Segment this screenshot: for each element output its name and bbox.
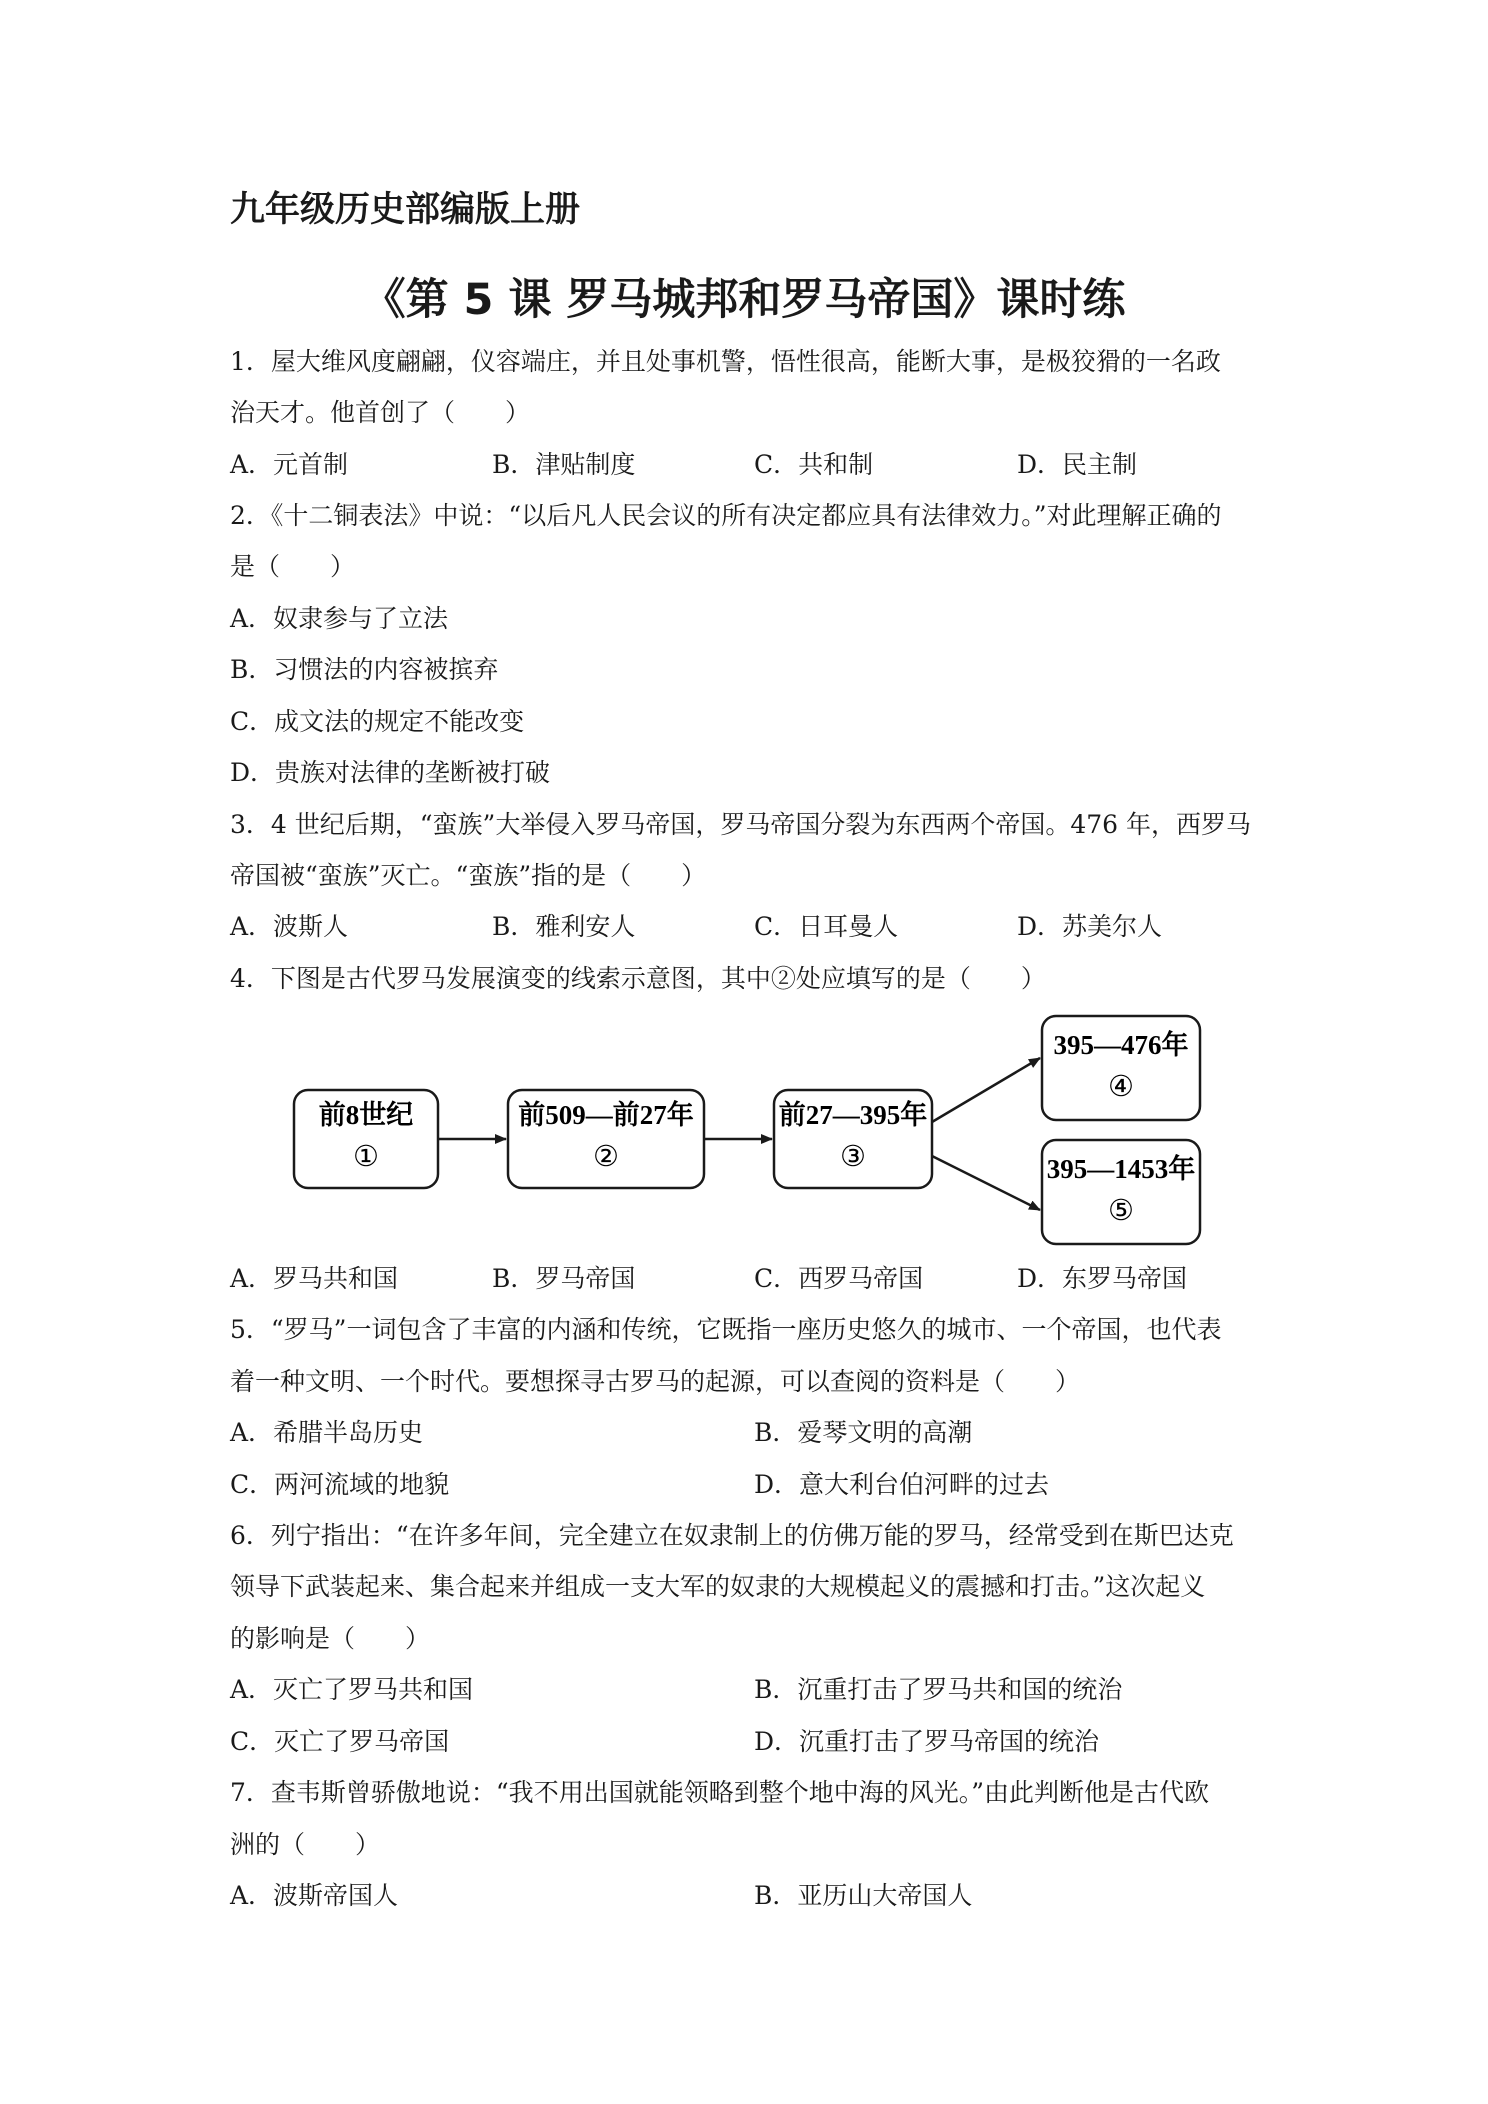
question-5-line-2: 着一种文明、一个时代。要想探寻古罗马的起源，可以查阅的资料是（ ） <box>230 1367 1081 1396</box>
question-1-line-1: 1．屋大维风度翩翩，仪容端庄，并且处事机警，悟性很高，能断大事，是极狡猾的一名政 <box>230 347 1221 376</box>
q4-option-d[interactable]: D．东罗马帝国 <box>1017 1264 1188 1293</box>
timeline-box-5-period: 395—1453年 <box>1046 1154 1196 1184</box>
lesson-title: 《第 5 课 罗马城邦和罗马帝国》课时练 <box>362 275 1126 325</box>
timeline-box-1-period: 前8世纪 <box>318 1100 414 1130</box>
timeline-box-1-mark: ① <box>353 1141 379 1173</box>
question-5-line-1: 5．“罗马”一词包含了丰富的内涵和传统，它既指一座历史悠久的城市、一个帝国，也代表 <box>230 1315 1222 1344</box>
q2-option-c[interactable]: C．成文法的规定不能改变 <box>230 707 525 736</box>
q3-option-b[interactable]: B．雅利安人 <box>492 912 636 941</box>
q5-option-a[interactable]: A．希腊半岛历史 <box>230 1418 424 1447</box>
q5-option-b[interactable]: B．爱琴文明的高潮 <box>754 1418 973 1447</box>
question-6-line-2: 领导下武装起来、集合起来并组成一支大军的奴隶的大规模起义的震撼和打击。”这次起义 <box>230 1572 1206 1601</box>
question-3-line-1: 3．4 世纪后期，“蛮族”大举侵入罗马帝国，罗马帝国分裂为东西两个帝国。476 年，西罗马 <box>230 810 1251 839</box>
arrow-3-to-4 <box>932 1058 1040 1122</box>
timeline-box-2-mark: ② <box>593 1141 619 1173</box>
question-1-line-2: 治天才。他首创了（ ） <box>230 398 531 427</box>
q3-option-c[interactable]: C．日耳曼人 <box>754 912 899 941</box>
q4-option-b[interactable]: B．罗马帝国 <box>492 1264 636 1293</box>
q1-option-a[interactable]: A．元首制 <box>230 450 349 479</box>
timeline-box-4-period: 395—476年 <box>1053 1030 1189 1060</box>
arrow-3-to-5 <box>932 1156 1040 1210</box>
page-title: 九年级历史部编版上册 <box>230 190 581 230</box>
question-6-line-1: 6．列宁指出：“在许多年间，完全建立在奴隶制上的仿佛万能的罗马，经常受到在斯巴达克 <box>230 1521 1234 1550</box>
timeline-box-3-period: 前27—395年 <box>778 1100 928 1130</box>
q5-option-c[interactable]: C．两河流域的地貌 <box>230 1470 450 1499</box>
q4-option-c[interactable]: C．西罗马帝国 <box>754 1264 924 1293</box>
timeline-box-5-mark: ⑤ <box>1108 1195 1134 1227</box>
question-3-line-2: 帝国被“蛮族”灭亡。“蛮族”指的是（ ） <box>230 861 707 890</box>
question-2-line-1: 2．《十二铜表法》中说：“以后凡人民会议的所有决定都应具有法律效力。”对此理解正确的 <box>230 501 1222 530</box>
timeline-box-4-mark: ④ <box>1108 1071 1134 1103</box>
q6-option-b[interactable]: B．沉重打击了罗马共和国的统治 <box>754 1675 1123 1704</box>
q7-option-a[interactable]: A．波斯帝国人 <box>230 1881 399 1910</box>
q4-option-a[interactable]: A．罗马共和国 <box>230 1264 399 1293</box>
q2-option-a[interactable]: A．奴隶参与了立法 <box>230 604 449 633</box>
q3-option-d[interactable]: D．苏美尔人 <box>1017 912 1163 941</box>
question-6-line-3: 的影响是（ ） <box>230 1624 431 1653</box>
q3-option-a[interactable]: A．波斯人 <box>230 912 349 941</box>
timeline-box-2-period: 前509—前27年 <box>518 1100 694 1130</box>
q7-option-b[interactable]: B．亚历山大帝国人 <box>754 1881 973 1910</box>
q1-option-c[interactable]: C．共和制 <box>754 450 874 479</box>
timeline-box-3-mark: ③ <box>840 1141 866 1173</box>
question-7-line-1: 7．查韦斯曾骄傲地说：“我不用出国就能领略到整个地中海的风光。”由此判断他是古代欧 <box>230 1778 1209 1807</box>
q1-option-b[interactable]: B．津贴制度 <box>492 450 636 479</box>
question-4-line-1: 4．下图是古代罗马发展演变的线索示意图，其中②处应填写的是（ ） <box>230 964 1046 993</box>
q5-option-d[interactable]: D．意大利台伯河畔的过去 <box>754 1470 1050 1499</box>
q6-option-c[interactable]: C．灭亡了罗马帝国 <box>230 1727 450 1756</box>
question-7-line-2: 洲的（ ） <box>230 1830 381 1859</box>
question-2-line-2: 是（ ） <box>230 552 356 581</box>
q6-option-d[interactable]: D．沉重打击了罗马帝国的统治 <box>754 1727 1100 1756</box>
q2-option-d[interactable]: D．贵族对法律的垄断被打破 <box>230 758 551 787</box>
q6-option-a[interactable]: A．灭亡了罗马共和国 <box>230 1675 474 1704</box>
q1-option-d[interactable]: D．民主制 <box>1017 450 1138 479</box>
q2-option-b[interactable]: B．习惯法的内容被摈弃 <box>230 655 499 684</box>
